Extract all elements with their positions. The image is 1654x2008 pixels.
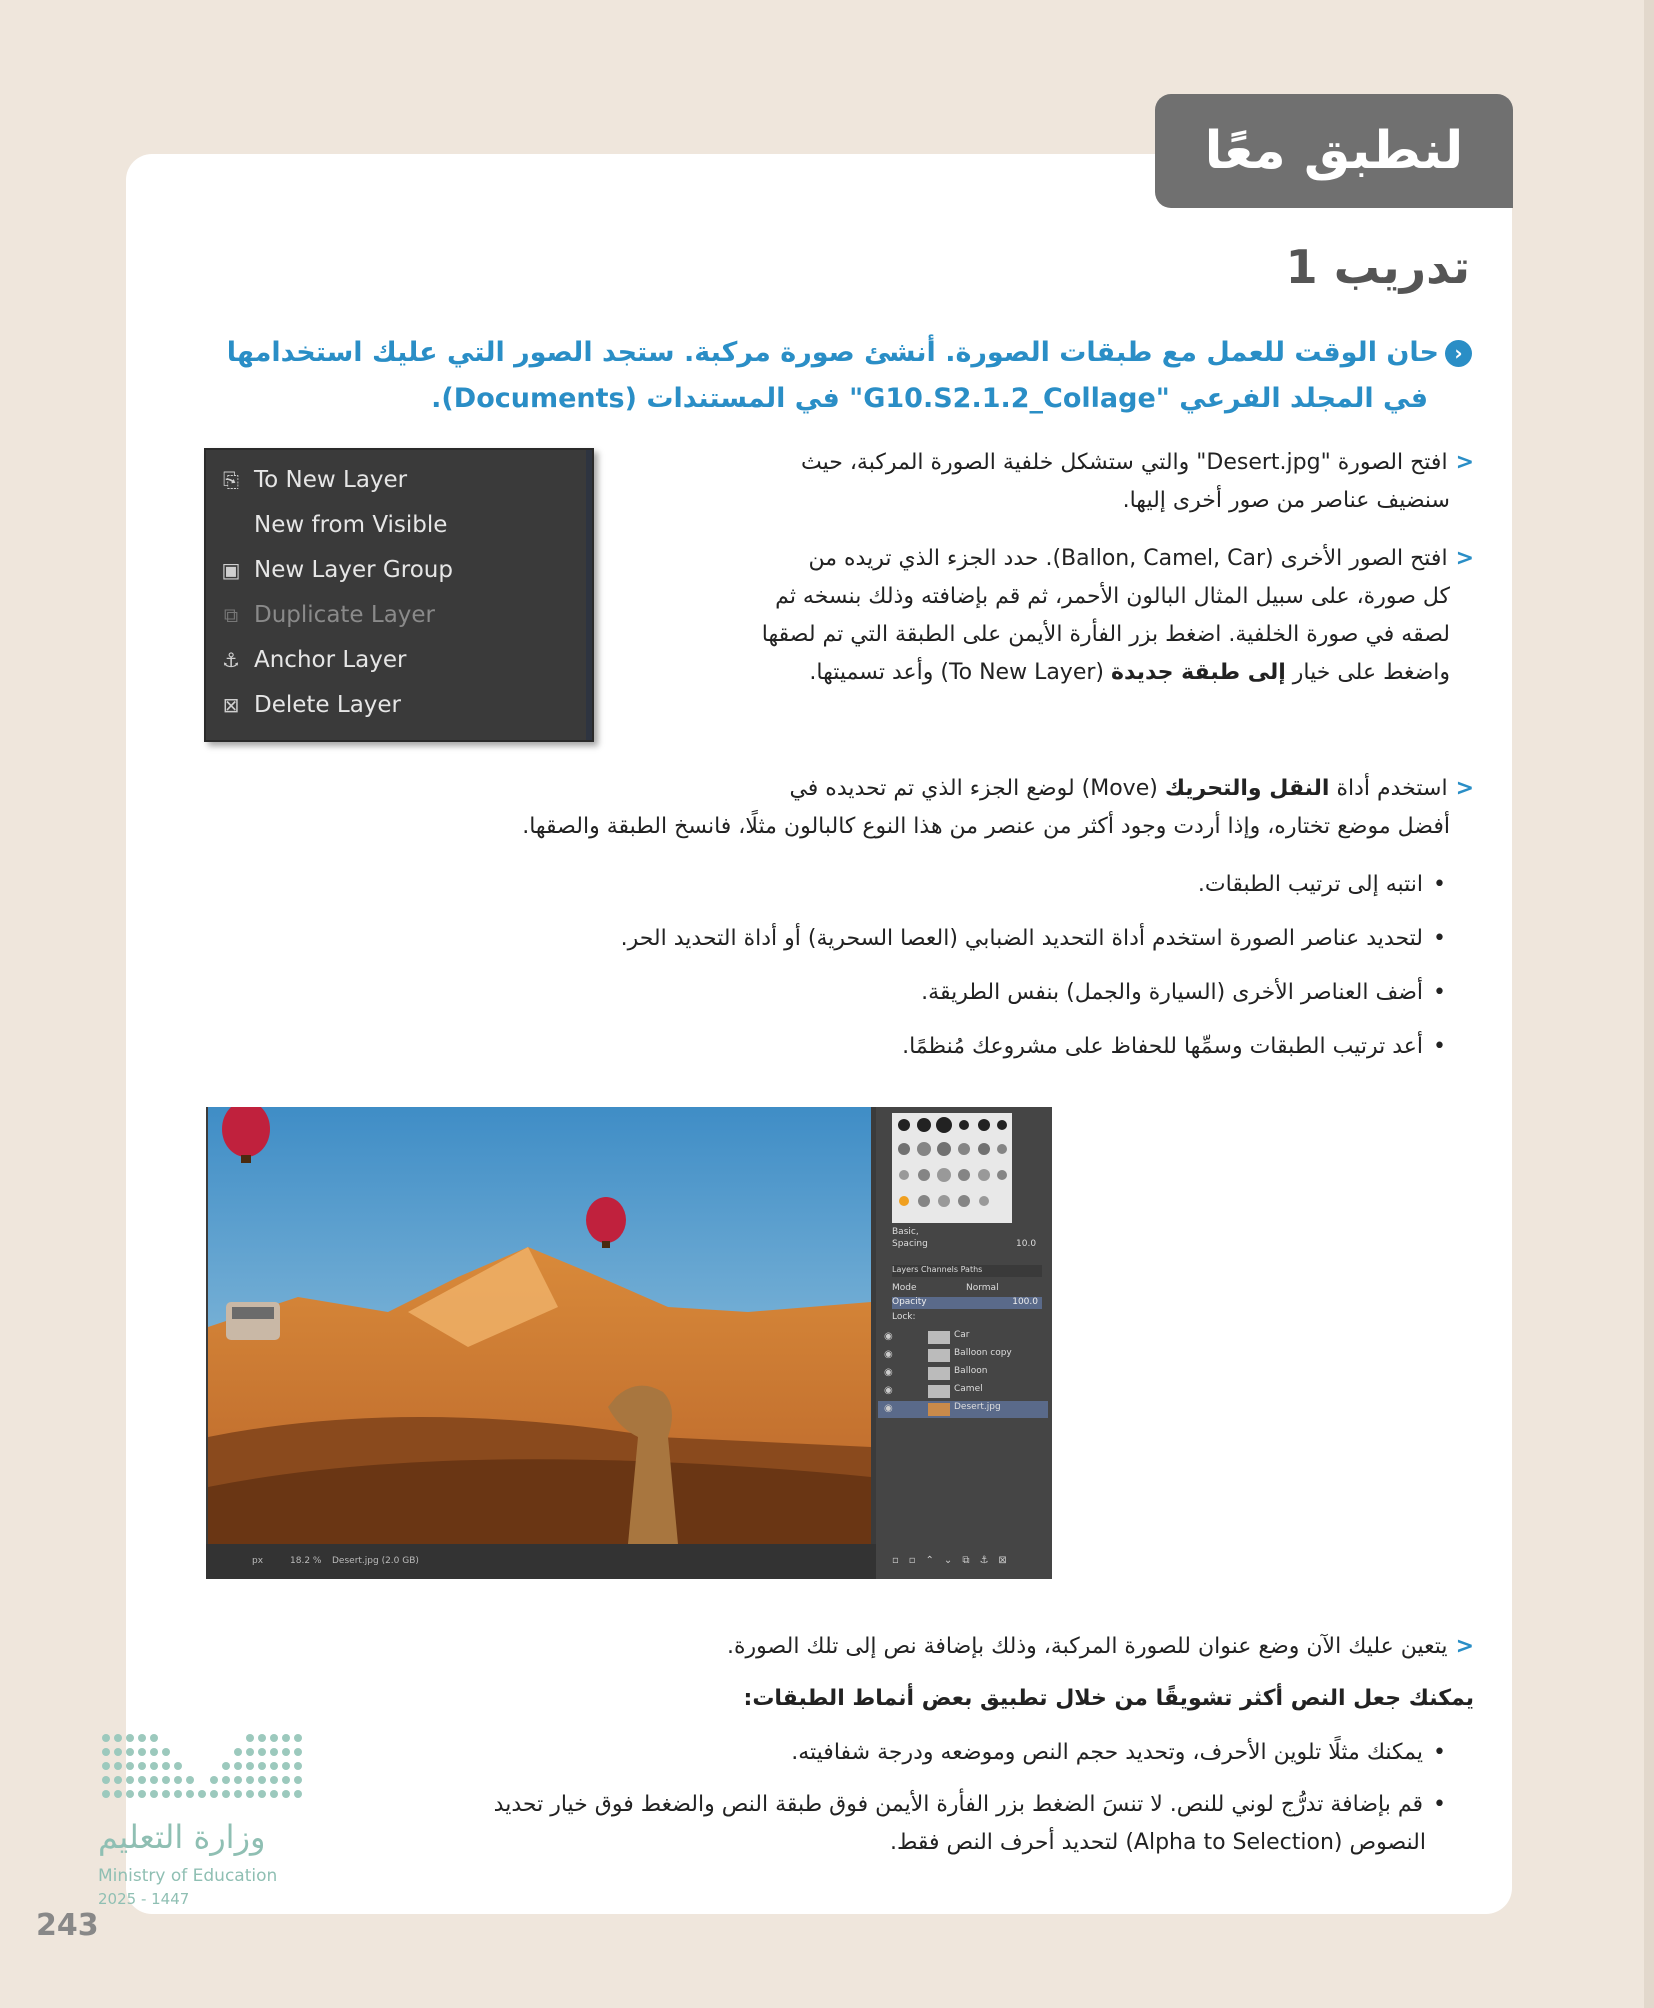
bullet-dot: • xyxy=(1433,1792,1446,1817)
menu-item-duplicate-layer xyxy=(223,595,436,635)
ministry-years: 2025 - 1447 xyxy=(98,1890,190,1908)
intro-line-1: حان الوقت للعمل مع طبقات الصورة. أنشئ صورة مركبة. ستجد الصور التي عليك استخدامها xyxy=(226,337,1439,368)
eye-icon[interactable]: ◉ xyxy=(884,1385,893,1396)
ministry-name-english: Ministry of Education xyxy=(98,1866,278,1886)
step4-line1: يتعين عليك الآن وضع عنوان للصورة المركبة، وذلك بإضافة نص إلى تلك الصورة. xyxy=(727,1634,1448,1659)
lock-label: Lock: xyxy=(892,1312,916,1322)
bullet-dot: • xyxy=(1433,980,1446,1005)
eye-icon[interactable]: ◉ xyxy=(884,1403,893,1414)
opacity-slider[interactable] xyxy=(892,1297,1042,1309)
bullet-dot: • xyxy=(1433,1034,1446,1059)
section-tab-title: لنطبق معًا xyxy=(1155,94,1513,208)
ministry-name-arabic: وزارة التعليم xyxy=(98,1818,266,1856)
step3-line1-bold: النقل والتحريك xyxy=(1164,776,1330,801)
layer-row[interactable] xyxy=(878,1347,1048,1364)
bullet-item: أضف العناصر الأخرى (السيارة والجمل) بنفس الطريقة. xyxy=(921,980,1424,1005)
step2-line4 xyxy=(654,654,1474,692)
spacing-value[interactable]: 10.0 xyxy=(1016,1239,1037,1249)
step2-line3: لصقه في صورة الخلفية. اضغط بزر الفأرة الأيمن على الطبقة التي تم لصقها xyxy=(761,622,1450,647)
step-add-title xyxy=(234,1628,1474,1666)
layer-group-icon: ▣ xyxy=(221,558,241,582)
layer-name: Car xyxy=(954,1330,970,1340)
layer-context-menu xyxy=(204,448,594,742)
menu-label: Duplicate Layer xyxy=(254,602,436,628)
menu-scroll-edge xyxy=(586,450,592,740)
status-file: Desert.jpg (2.0 GB) xyxy=(332,1556,419,1566)
bullet-item: انتبه إلى ترتيب الطبقات. xyxy=(1197,872,1424,897)
dock-tabs[interactable]: Layers Channels Paths xyxy=(892,1265,1042,1277)
layer-row[interactable] xyxy=(878,1383,1048,1400)
menu-label: New Layer Group xyxy=(254,557,453,583)
menu-label: New from Visible xyxy=(254,512,448,538)
step4-bullets xyxy=(206,1734,1446,1862)
chevron-left-circle-icon: ‹ xyxy=(1445,340,1472,367)
status-zoom[interactable]: 18.2 % xyxy=(290,1556,322,1566)
menu-label: Delete Layer xyxy=(254,692,402,718)
bullet-item: أعد ترتيب الطبقات وسمِّها للحفاظ على مشروعك مُنظمًا. xyxy=(902,1034,1424,1059)
mode-label: Mode xyxy=(892,1283,917,1293)
mode-select[interactable]: Normal xyxy=(966,1283,999,1293)
brush-thumbnails xyxy=(892,1113,1012,1223)
step2-line4-a: واضغط على خيار xyxy=(1285,660,1450,685)
page-edge-strip xyxy=(1644,0,1654,2008)
step3-bullets xyxy=(246,866,1446,1066)
brushes-grid[interactable] xyxy=(892,1113,1012,1223)
bullet-item: يمكنك مثلًا تلوين الأحرف، وتحديد حجم النص وموضعه ودرجة شفافيته. xyxy=(791,1740,1424,1765)
car xyxy=(226,1302,280,1340)
bullet-dot: • xyxy=(1433,926,1446,951)
layer-row-selected[interactable] xyxy=(878,1401,1048,1418)
spacing-label: Spacing xyxy=(892,1239,928,1249)
menu-item-new-layer-group[interactable] xyxy=(221,550,453,590)
menu-item-anchor-layer[interactable] xyxy=(222,640,407,680)
step-open-desert xyxy=(654,444,1474,520)
step2-line4-c: (To New Layer) وأعد تسميتها. xyxy=(809,660,1111,685)
step2-line1: افتح الصور الأخرى (Ballon, Camel, Car). حدد الجزء الذي تريده من xyxy=(808,546,1448,571)
exercise-intro xyxy=(172,330,1472,422)
step-move-tool xyxy=(234,770,1474,846)
bullet-dot: • xyxy=(1433,872,1446,897)
intro-line-2: في المجلد الفرعي "G10.S2.1.2_Collage" في المستندات (Documents). xyxy=(431,383,1428,414)
collage-canvas xyxy=(208,1107,871,1544)
status-bar xyxy=(206,1544,876,1579)
opacity-label: Opacity xyxy=(892,1297,927,1307)
layer-name: Balloon xyxy=(954,1366,988,1376)
step3-line1-c: (Move) لوضع الجزء الذي تم تحديده في xyxy=(789,776,1165,801)
layer-thumbnail xyxy=(928,1403,950,1416)
layer-thumbnail xyxy=(928,1331,950,1344)
eye-icon[interactable]: ◉ xyxy=(884,1349,893,1360)
eye-icon[interactable]: ◉ xyxy=(884,1367,893,1378)
step3-line1-a: استخدم أداة xyxy=(1329,776,1448,801)
ministry-logo-dots xyxy=(100,1730,316,1812)
step1-line2: سنضيف عناصر من صور أخرى إليها. xyxy=(1122,488,1450,513)
layer-row[interactable] xyxy=(878,1365,1048,1382)
new-layer-icon: ⎘ xyxy=(223,468,239,492)
opacity-value: 100.0 xyxy=(1012,1297,1038,1307)
anchor-icon: ⚓ xyxy=(222,648,240,672)
bullet-item: لتحديد عناصر الصورة استخدم أداة التحديد الضبابي (العصا السحرية) أو أداة التحديد الحر. xyxy=(620,926,1424,951)
menu-item-to-new-layer[interactable] xyxy=(223,460,408,500)
step2-line2: كل صورة، على سبيل المثال البالون الأحمر، ثم قم بإضافته وذلك بنسخه ثم xyxy=(775,584,1450,609)
chevron-icon: < xyxy=(1455,776,1474,801)
bullet-dot: • xyxy=(1433,1740,1446,1765)
exercise-title: تدريب 1 xyxy=(1285,240,1470,294)
layer-name: Camel xyxy=(954,1384,983,1394)
layer-thumbnail xyxy=(928,1367,950,1380)
status-unit[interactable]: px xyxy=(252,1556,264,1566)
menu-label: Anchor Layer xyxy=(254,647,407,673)
delete-icon: ⊠ xyxy=(222,693,240,717)
eye-icon[interactable]: ◉ xyxy=(884,1331,893,1342)
duplicate-icon: ⧉ xyxy=(223,603,239,627)
bullet-item: قم بإضافة تدرُّج لوني للنص. لا تنسَ الضغط بزر الفأرة الأيمن فوق طبقة النص والضغط فوق خيار تحديد xyxy=(493,1792,1424,1817)
menu-item-delete-layer[interactable] xyxy=(222,685,402,725)
gimp-dock-panel xyxy=(876,1107,1052,1579)
step2-line4-bold: إلى طبقة جديدة xyxy=(1111,660,1286,685)
brush-preset-label: Basic, xyxy=(892,1227,919,1237)
layer-row[interactable] xyxy=(878,1329,1048,1346)
chevron-icon: < xyxy=(1455,450,1474,475)
layer-action-buttons[interactable]: ▫▫⌃⌄⧉⚓⊠ xyxy=(892,1555,1017,1566)
menu-label: To New Layer xyxy=(254,467,408,493)
layer-name: Desert.jpg xyxy=(954,1402,1001,1412)
bullet-item-cont: النصوص (Alpha to Selection) لتحديد أحرف النص فقط. xyxy=(890,1830,1426,1855)
layer-name: Balloon copy xyxy=(954,1348,1012,1358)
chevron-icon: < xyxy=(1455,1634,1474,1659)
layer-thumbnail xyxy=(928,1385,950,1398)
desert-collage-image xyxy=(208,1107,871,1544)
layer-thumbnail xyxy=(928,1349,950,1362)
page-number: 243 xyxy=(36,1908,99,1943)
step1-line1: افتح الصورة "Desert.jpg" والتي ستشكل خلفية الصورة المركبة، حيث xyxy=(801,450,1448,475)
step3-line2: أفضل موضع تختاره، وإذا أردت وجود أكثر من عنصر من هذا النوع كالبالون مثلًا، فانسخ الطبقة والصقها. xyxy=(522,814,1450,839)
menu-item-new-from-visible[interactable] xyxy=(254,505,447,545)
chevron-icon: < xyxy=(1455,546,1474,571)
step-open-others xyxy=(654,540,1474,692)
step4-bold-line: يمكنك جعل النص أكثر تشويقًا من خلال تطبيق بعض أنماط الطبقات: xyxy=(743,1686,1474,1711)
gimp-screenshot xyxy=(206,1107,1052,1579)
